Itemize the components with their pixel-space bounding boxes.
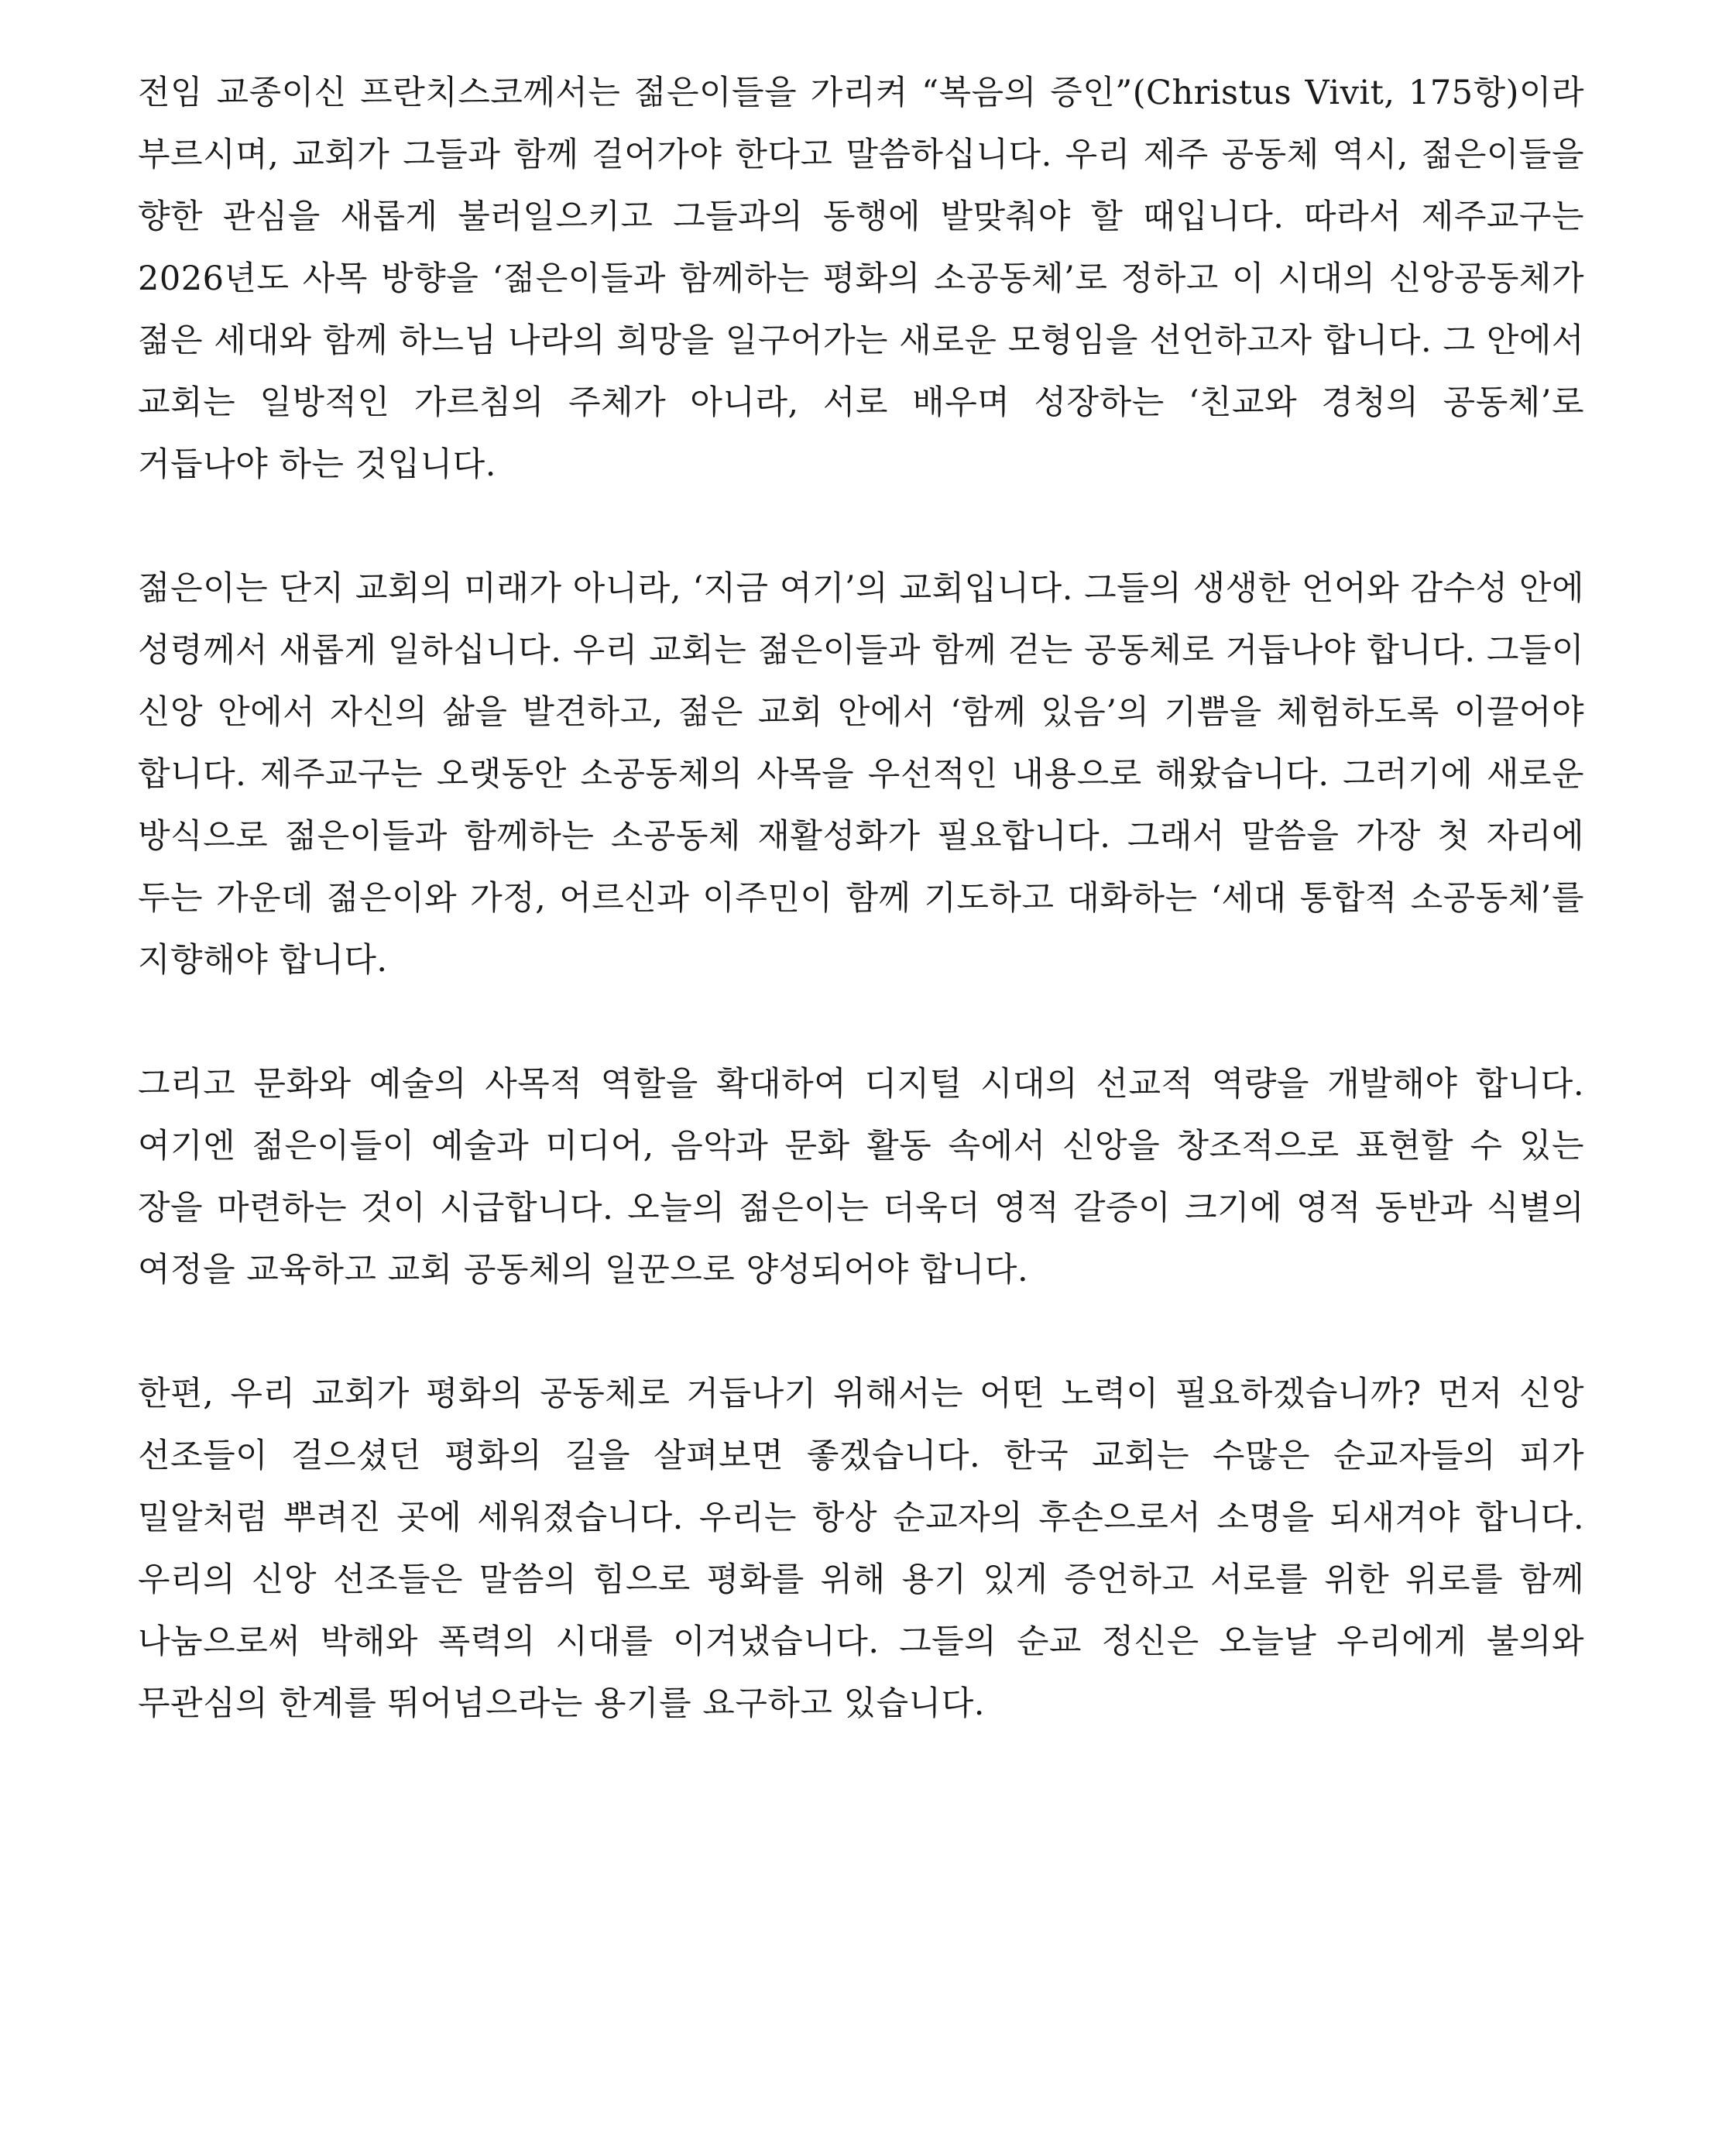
article-body xyxy=(138,62,1584,1735)
paragraph-3: 그리고 문화와 예술의 사목적 역할을 확대하여 디지털 시대의 선교적 역량을 개발해야 합니다. 여기엔 젊은이들이 예술과 미디어, 음악과 문화 활동 속에서 신앙을 창조적으로 표현할 수 있는 장을 마련하는 것이 시급합니다. 오늘의 젊은이는 더욱더 영적 갈증이 크기에 영적 동반과 식별의 여정을 교육하고 교회 공동체의 일꾼으로 양성되어야 합니다. xyxy=(138,1065,1584,1289)
paragraph-4: 한편, 우리 교회가 평화의 공동체로 거듭나기 위해서는 어떤 노력이 필요하겠습니까? 먼저 신앙 선조들이 걸으셨던 평화의 길을 살펴보면 좋겠습니다. 한국 교회는 수많은 순교자들의 피가 밀알처럼 뿌려진 곳에 세워졌습니다. 우리는 항상 순교자의 후손으로서 소명을 되새겨야 합니다. 우리의 신앙 선조들은 말씀의 힘으로 평화를 위해 용기 있게 증언하고 서로를 위한 위로를 함께 나눔으로써 박해와 폭력의 시대를 이겨냈습니다. 그들의 순교 정신은 오늘날 우리에게 불의와 무관심의 한계를 뛰어넘으라는 용기를 요구하고 있습니다. xyxy=(138,1375,1584,1723)
paragraph-1: 전임 교종이신 프란치스코께서는 젊은이들을 가리켜 “복음의 증인”(Christus Vivit, 175항)이라 부르시며, 교회가 그들과 함께 걸어가야 한다고 말씀하십니다. 우리 제주 공동체 역시, 젊은이들을 향한 관심을 새롭게 불러일으키고 그들과의 동행에 발맞춰야 할 때입니다. 따라서 제주교구는 2026년도 사목 방향을 ‘젊은이들과 함께하는 평화의 소공동체’로 정하고 이 시대의 신앙공동체가 젊은 세대와 함께 하느님 나라의 희망을 일구어가는 새로운 모형임을 선언하고자 합니다. 그 안에서 교회는 일방적인 가르침의 주체가 아니라, 서로 배우며 성장하는 ‘친교와 경청의 공동체’로 거듭나야 하는 것입니다. xyxy=(138,74,1584,484)
paragraph-2: 젊은이는 단지 교회의 미래가 아니라, ‘지금 여기’의 교회입니다. 그들의 생생한 언어와 감수성 안에 성령께서 새롭게 일하십니다. 우리 교회는 젊은이들과 함께 걷는 공동체로 거듭나야 합니다. 그들이 신앙 안에서 자신의 삶을 발견하고, 젊은 교회 안에서 ‘함께 있음’의 기쁨을 체험하도록 이끌어야 합니다. 제주교구는 오랫동안 소공동체의 사목을 우선적인 내용으로 해왔습니다. 그러기에 새로운 방식으로 젊은이들과 함께하는 소공동체 재활성화가 필요합니다. 그래서 말씀을 가장 첫 자리에 두는 가운데 젊은이와 가정, 어르신과 이주민이 함께 기도하고 대화하는 ‘세대 통합적 소공동체’를 지향해야 합니다. xyxy=(138,569,1584,980)
